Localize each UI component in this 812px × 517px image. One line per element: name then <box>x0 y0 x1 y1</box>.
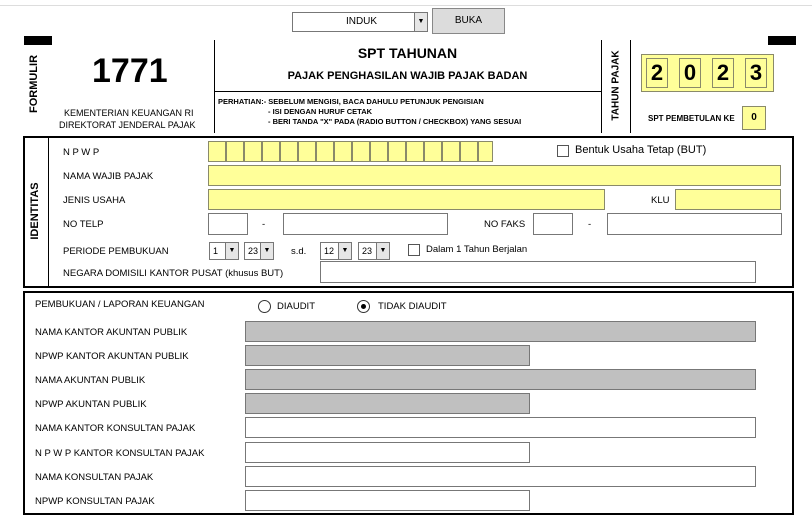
header-divider-right <box>601 40 602 133</box>
npwp-ap-field[interactable] <box>245 393 530 414</box>
sd-label: s.d. <box>291 246 307 257</box>
chevron-down-icon: ▼ <box>260 243 273 259</box>
npwp-kkp-field[interactable] <box>245 442 530 463</box>
periode-end-month[interactable] <box>320 242 352 260</box>
faks-number-field[interactable] <box>607 213 782 235</box>
faks-label: NO FAKS <box>484 219 526 230</box>
npwp-ap-label: NPWP AKUNTAN PUBLIK <box>35 399 147 410</box>
tahun-pajak-label: TAHUN PAJAK <box>610 50 622 121</box>
npwp-digit[interactable] <box>262 141 280 162</box>
spt-type-value: INDUK <box>345 16 378 27</box>
identitas-label: IDENTITAS <box>29 182 41 240</box>
npwp-digit[interactable] <box>478 141 493 162</box>
periode-start-month[interactable] <box>209 242 239 260</box>
pembukuan-label: PEMBUKUAN / LAPORAN KEUANGAN <box>35 299 205 310</box>
nama-kp-label: NAMA KONSULTAN PAJAK <box>35 472 154 483</box>
telp-number-field[interactable] <box>283 213 448 235</box>
npwp-digit[interactable] <box>208 141 226 162</box>
corner-mark-right <box>768 36 796 45</box>
nama-ap-label: NAMA AKUNTAN PUBLIK <box>35 375 146 386</box>
nama-wp-field[interactable] <box>208 165 781 186</box>
npwp-digit[interactable] <box>460 141 478 162</box>
periode-end-year-value: 23 <box>362 246 373 256</box>
telp-dash: - <box>262 219 266 230</box>
nama-kap-field[interactable] <box>245 321 756 342</box>
npwp-digit[interactable] <box>316 141 334 162</box>
ministry-line2: DIREKTORAT JENDERAL PAJAK <box>59 120 196 130</box>
klu-field[interactable] <box>675 189 781 210</box>
npwp-digit[interactable] <box>388 141 406 162</box>
npwp-digit[interactable] <box>334 141 352 162</box>
identitas-divider <box>48 137 49 287</box>
page-subtitle: PAJAK PENGHASILAN WAJIB PAJAK BADAN <box>287 70 528 82</box>
dalam-tahun-label: Dalam 1 Tahun Berjalan <box>426 244 528 255</box>
tidak-diaudit-label: TIDAK DIAUDIT <box>378 301 447 312</box>
nama-ap-field[interactable] <box>245 369 756 390</box>
year-digit-3: 2 <box>712 58 734 88</box>
telp-label: NO TELP <box>63 219 104 230</box>
chevron-down-icon: ▼ <box>225 243 238 259</box>
npwp-kap-label: NPWP KANTOR AKUNTAN PUBLIK <box>35 351 189 362</box>
periode-start-month-value: 1 <box>213 246 219 256</box>
faks-area-field[interactable] <box>533 213 573 235</box>
nama-kkp-label: NAMA KANTOR KONSULTAN PAJAK <box>35 423 196 434</box>
npwp-digit[interactable] <box>442 141 460 162</box>
ministry-line1: KEMENTERIAN KEUANGAN RI <box>64 108 194 118</box>
top-divider <box>0 5 812 6</box>
jenis-usaha-field[interactable] <box>208 189 605 210</box>
npwp-kp-label: NPWP KONSULTAN PAJAK <box>35 496 155 507</box>
periode-end-month-value: 12 <box>324 246 335 256</box>
chevron-down-icon: ▼ <box>338 243 351 259</box>
periode-label: PERIODE PEMBUKUAN <box>63 246 169 257</box>
npwp-digit[interactable] <box>280 141 298 162</box>
notice-line2: - ISI DENGAN HURUF CETAK <box>268 107 373 116</box>
periode-end-year[interactable] <box>358 242 390 260</box>
jenis-usaha-label: JENIS USAHA <box>63 195 126 206</box>
npwp-kkp-label: N P W P KANTOR KONSULTAN PAJAK <box>35 448 205 459</box>
tahun-divider <box>630 40 631 133</box>
page-title: SPT TAHUNAN <box>357 45 458 61</box>
npwp-kap-field[interactable] <box>245 345 530 366</box>
diaudit-radio[interactable] <box>258 300 271 313</box>
npwp-digit[interactable] <box>406 141 424 162</box>
notice-line1: PERHATIAN:- SEBELUM MENGISI, BACA DAHULU PETUNJUK PENGISIAN <box>218 97 484 106</box>
notice-line3: - BERI TANDA "X" PADA (RADIO BUTTON / CHECKBOX) YANG SESUAI <box>268 117 522 126</box>
faks-dash: - <box>588 219 592 230</box>
tidak-diaudit-radio[interactable] <box>357 300 370 313</box>
year-digit-2: 0 <box>679 58 701 88</box>
pembetulan-label: SPT PEMBETULAN KE <box>648 114 735 123</box>
periode-start-year[interactable] <box>244 242 274 260</box>
npwp-digit[interactable] <box>352 141 370 162</box>
negara-label: NEGARA DOMISILI KANTOR PUSAT (khusus BUT) <box>63 268 284 279</box>
open-button[interactable]: BUKA <box>432 8 505 34</box>
year-digit-4: 3 <box>745 58 767 88</box>
year-digit-1: 2 <box>646 58 668 88</box>
telp-area-field[interactable] <box>208 213 248 235</box>
nama-kp-field[interactable] <box>245 466 756 487</box>
pembetulan-field[interactable]: 0 <box>742 106 766 130</box>
npwp-digit[interactable] <box>424 141 442 162</box>
npwp-digit[interactable] <box>370 141 388 162</box>
negara-field[interactable] <box>320 261 756 283</box>
form-number: 1771 <box>92 52 168 90</box>
npwp-digit[interactable] <box>244 141 262 162</box>
chevron-down-icon: ▼ <box>414 13 427 31</box>
periode-start-year-value: 23 <box>248 246 259 256</box>
but-label: Bentuk Usaha Tetap (BUT) <box>575 144 707 156</box>
but-checkbox[interactable] <box>557 145 569 157</box>
npwp-kp-field[interactable] <box>245 490 530 511</box>
diaudit-label: DIAUDIT <box>277 301 315 312</box>
nama-kap-label: NAMA KANTOR AKUNTAN PUBLIK <box>35 327 188 338</box>
nama-kkp-field[interactable] <box>245 417 756 438</box>
chevron-down-icon: ▼ <box>376 243 389 259</box>
formulir-label: FORMULIR <box>28 54 40 114</box>
npwp-label: N P W P <box>63 147 100 158</box>
corner-mark-left <box>24 36 52 45</box>
nama-wp-label: NAMA WAJIB PAJAK <box>63 171 154 182</box>
klu-label: KLU <box>651 195 670 206</box>
spt-type-dropdown[interactable] <box>292 12 428 32</box>
npwp-digit[interactable] <box>226 141 244 162</box>
dalam-tahun-checkbox[interactable] <box>408 244 420 256</box>
npwp-digit[interactable] <box>298 141 316 162</box>
header-divider-mid <box>214 91 601 92</box>
